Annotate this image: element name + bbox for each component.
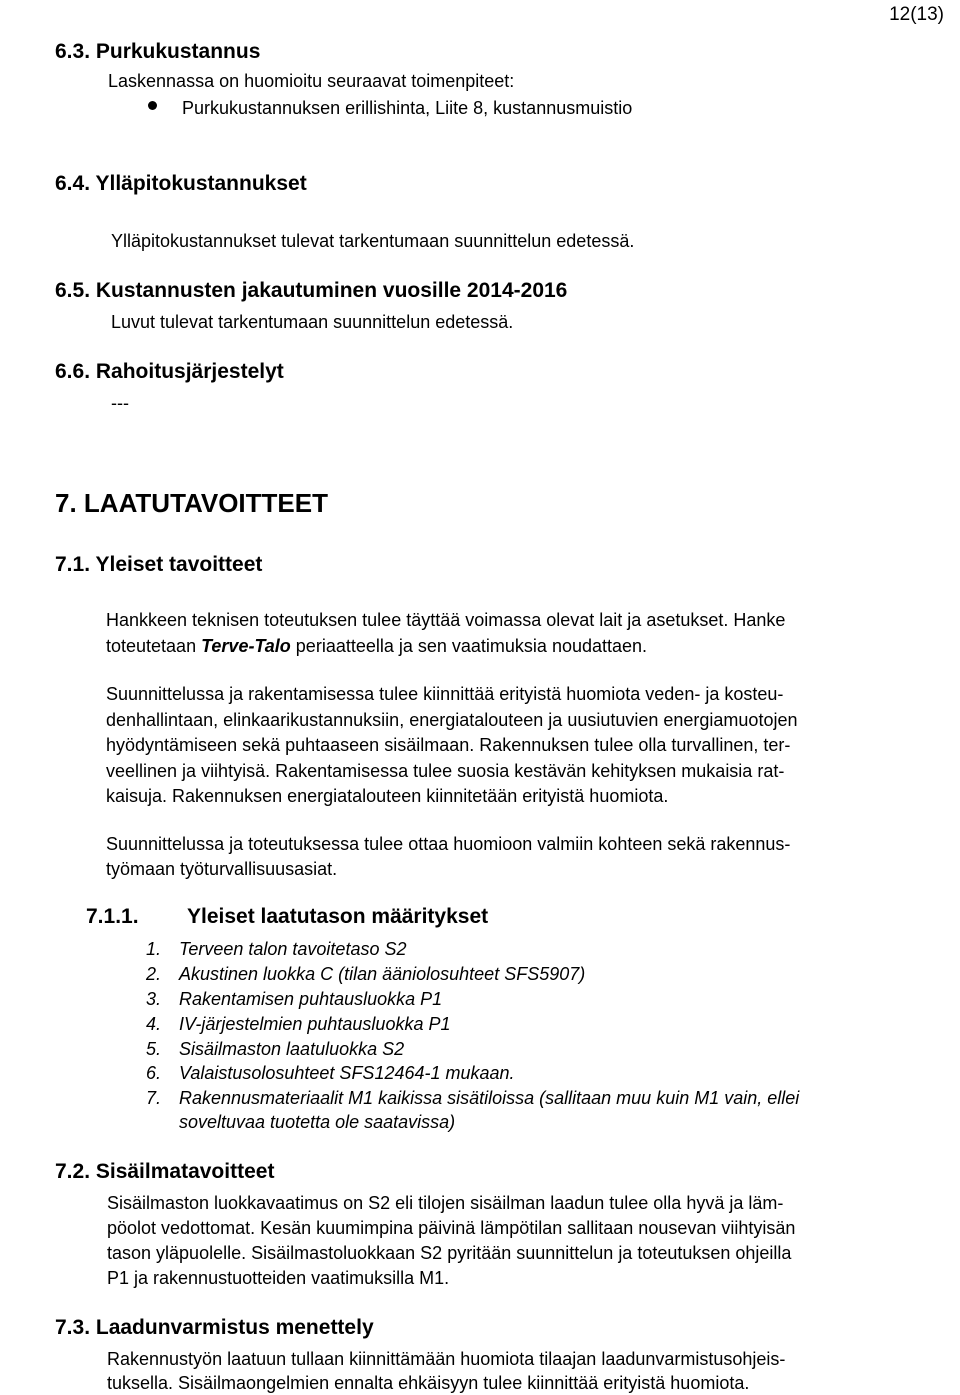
heading-6-3: 6.3. Purkukustannus — [55, 40, 261, 63]
list-item: Sisäilmaston laatuluokka S2 — [179, 1039, 405, 1059]
list-item-continuation: soveltuvaa tuotetta ole saatavissa) — [179, 1112, 456, 1132]
text-6-3-intro: Laskennassa on huomioitu seuraavat toimenpiteet: — [108, 71, 515, 91]
list-item-number: 4. — [146, 1014, 162, 1034]
list-item-number: 2. — [146, 964, 162, 984]
list-item: Valaistusolosuhteet SFS12464-1 mukaan. — [179, 1063, 515, 1083]
heading-6-5: 6.5. Kustannusten jakautuminen vuosille 2014-2016 — [55, 279, 568, 302]
list-item: Terveen talon tavoitetaso S2 — [179, 939, 407, 959]
list-item-number: 3. — [146, 989, 162, 1009]
heading-7-1: 7.1. Yleiset tavoitteet — [55, 553, 263, 576]
text-7-3-line1: Rakennustyön laatuun tullaan kiinnittämään huomiota tilaajan laadunvarmistusohjeis- — [107, 1349, 786, 1369]
heading-7-1-1-title: Yleiset laatutason määritykset — [187, 905, 489, 928]
text-7-2-line3: tason yläpuolelle. Sisäilmastoluokkaan S2 pyritään suunnittelun ja toteutuksen ohjeilla — [107, 1243, 792, 1263]
text-6-4: Ylläpitokustannukset tulevat tarkentumaan suunnittelun edetessä. — [111, 231, 635, 251]
text-7-1-p1-line1: Hankkeen teknisen toteutuksen tulee täyttää voimassa olevat lait ja asetukset. Hanke — [106, 610, 786, 630]
list-item: IV-järjestelmien puhtausluokka P1 — [179, 1014, 451, 1034]
list-item-number: 1. — [146, 939, 162, 959]
text-7-2-line2: pöolot vedottomat. Kesän kuumimpina päivinä lämpötilan sallitaan nousevan viihtyisän — [107, 1218, 796, 1238]
text-7-2-line4: P1 ja rakennustuotteiden vaatimuksilla M1. — [107, 1268, 450, 1288]
list-item-number: 5. — [146, 1039, 162, 1059]
text-7-1-p2-line5: kaisuja. Rakennuksen energiatalouteen kiinnitetään erityistä huomiota. — [106, 786, 669, 806]
heading-7-2: 7.2. Sisäilmatavoitteet — [55, 1160, 275, 1183]
heading-6-6: 6.6. Rahoitusjärjestelyt — [55, 360, 284, 383]
text-7-1-p2-line4: veellinen ja viihtyisä. Rakentamisessa tulee suosia kestävän kehityksen mukaisia rat- — [106, 761, 785, 781]
heading-6-4: 6.4. Ylläpitokustannukset — [55, 172, 307, 195]
list-item: Rakennusmateriaalit M1 kaikissa sisätiloissa (sallitaan muu kuin M1 vain, ellei — [179, 1088, 800, 1108]
text-6-3-bullet: Purkukustannuksen erillishinta, Liite 8, kustannusmuistio — [182, 98, 633, 118]
text-7-3-line2: tuksella. Sisäilmaongelmien ennalta ehkäisyyn tulee kiinnittää erityistä huomiota. — [107, 1373, 750, 1393]
text-6-5: Luvut tulevat tarkentumaan suunnittelun edetessä. — [111, 312, 514, 332]
text-7-1-p2-line1: Suunnittelussa ja rakentamisessa tulee kiinnittää erityistä huomiota veden- ja kosteu- — [106, 684, 784, 704]
text-7-1-p1-post: periaatteella ja sen vaatimuksia noudattaen. — [290, 636, 648, 656]
text-7-1-p3-line1: Suunnittelussa ja toteutuksessa tulee ottaa huomioon valmiin kohteen sekä rakennus- — [106, 834, 791, 854]
text-7-1-p3-line2: työmaan työturvallisuusasiat. — [106, 859, 338, 879]
text-7-2-line1: Sisäilmaston luokkavaatimus on S2 eli tilojen sisäilman laadun tulee olla hyvä ja läm- — [107, 1193, 784, 1213]
text-7-1-p1-pre: toteutetaan — [106, 636, 202, 656]
heading-7-3: 7.3. Laadunvarmistus menettely — [55, 1316, 374, 1339]
bullet-dot — [148, 101, 157, 110]
list-item: Akustinen luokka C (tilan ääniolosuhteet SFS5907) — [179, 964, 586, 984]
text-7-1-p2-line3: hyödyntämiseen sekä puhtaaseen sisäilmaan. Rakennuksen tulee olla turvallinen, ter- — [106, 735, 791, 755]
list-item-number: 7. — [146, 1088, 162, 1108]
terve-talo-brand: Terve-Talo — [201, 636, 291, 656]
list-item-number: 6. — [146, 1063, 162, 1083]
page-number: 12(13) — [889, 4, 944, 25]
text-7-1-p2-line2: denhallintaan, elinkaarikustannuksiin, energiatalouteen ja uusiutuvien energiamuotojen — [106, 710, 798, 730]
heading-7-1-1-number: 7.1.1. — [86, 905, 139, 928]
heading-7: 7. LAATUTAVOITTEET — [55, 488, 328, 518]
list-item: Rakentamisen puhtausluokka P1 — [179, 989, 443, 1009]
text-6-6: --- — [111, 393, 129, 413]
text-7-1-p1-line2 — [106, 636, 647, 657]
